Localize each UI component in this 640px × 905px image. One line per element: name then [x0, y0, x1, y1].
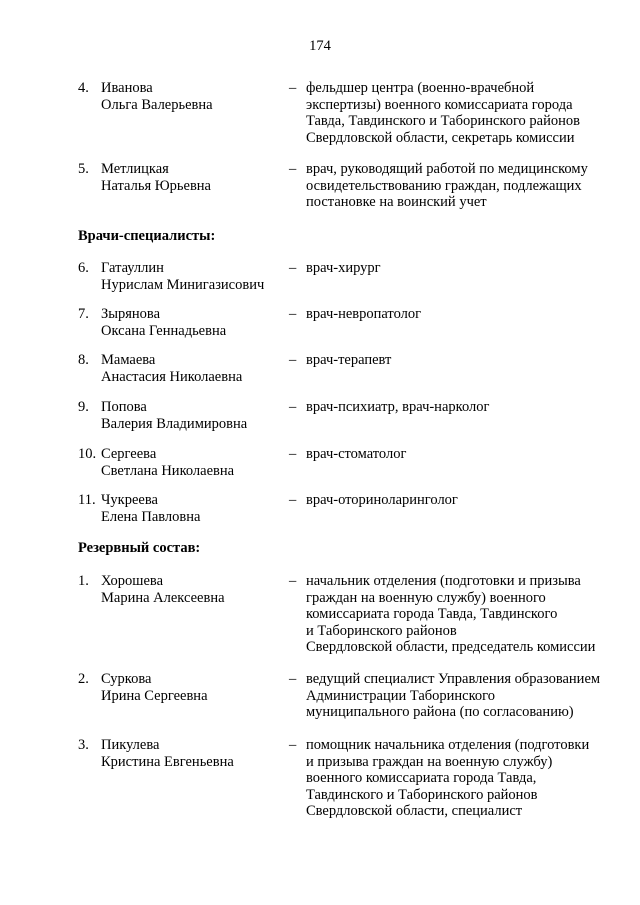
role-line: помощник начальника отделения (подготовки	[306, 737, 590, 753]
given-names: Елена Павловна	[101, 508, 201, 525]
role-line: врач-терапевт	[306, 352, 392, 368]
role-line: граждан на военную службу) военного	[306, 589, 546, 606]
role-line: военного комиссариата города Тавда,	[306, 770, 537, 786]
dash: –	[289, 399, 297, 415]
person-name	[101, 671, 281, 704]
item-number: 9.	[78, 399, 89, 415]
item-number: 7.	[78, 306, 89, 322]
surname: Попова	[101, 399, 147, 415]
surname: Метлицкая	[101, 161, 169, 177]
surname: Хорошева	[101, 573, 164, 589]
role-line: постановке на воинский учет	[306, 194, 487, 210]
item-number: 6.	[78, 260, 89, 276]
item-number: 5.	[78, 161, 89, 177]
position-description	[306, 260, 616, 277]
section-heading-specialists: Врачи-специалисты:	[78, 228, 216, 244]
dash: –	[289, 306, 297, 322]
dash: –	[289, 446, 297, 462]
position-description	[306, 161, 616, 211]
dash: –	[289, 161, 297, 177]
page-number: 174	[309, 38, 331, 54]
role-line: начальник отделения (подготовки и призыва	[306, 573, 581, 589]
role-line: Свердловской области, секретарь комиссии	[306, 129, 575, 146]
item-number: 3.	[78, 737, 89, 753]
person-name	[101, 399, 281, 432]
role-line: врач-невропатолог	[306, 306, 422, 322]
role-line: врач-психиатр, врач-нарколог	[306, 399, 490, 415]
given-names: Наталья Юрьевна	[101, 177, 211, 194]
person-name	[101, 352, 281, 385]
dash: –	[289, 352, 297, 368]
role-line: освидетельствованию граждан, подлежащих	[306, 177, 582, 194]
position-description	[306, 492, 616, 509]
dash: –	[289, 492, 297, 508]
role-line: экспертизы) военного комиссариата города	[306, 96, 573, 113]
item-number: 1.	[78, 573, 89, 589]
role-line: комиссариата города Тавда, Тавдинского	[306, 606, 558, 622]
dash: –	[289, 671, 297, 687]
item-number: 11.	[78, 492, 96, 508]
role-line: фельдшер центра (военно-врачебной	[306, 80, 535, 96]
role-line: Администрации Таборинского	[306, 687, 496, 704]
person-name	[101, 737, 281, 770]
given-names: Оксана Геннадьевна	[101, 322, 227, 339]
position-description	[306, 306, 616, 323]
dash: –	[289, 573, 297, 589]
person-name	[101, 446, 281, 479]
surname: Суркова	[101, 671, 152, 687]
person-name	[101, 492, 281, 525]
given-names: Валерия Владимировна	[101, 415, 248, 432]
surname: Иванова	[101, 80, 153, 96]
role-line: Свердловской области, специалист	[306, 803, 523, 819]
section-heading-reserve: Резервный состав:	[78, 540, 201, 556]
person-name	[101, 260, 281, 293]
given-names: Марина Алексеевна	[101, 589, 225, 606]
role-line: муниципального района (по согласованию)	[306, 704, 574, 720]
surname: Пикулева	[101, 737, 160, 753]
position-description	[306, 737, 616, 820]
item-number: 2.	[78, 671, 89, 687]
item-number: 4.	[78, 80, 89, 96]
given-names: Кристина Евгеньевна	[101, 753, 234, 770]
person-name	[101, 161, 281, 194]
role-line: Тавда, Тавдинского и Таборинского районов	[306, 113, 580, 129]
surname: Чукреева	[101, 492, 158, 508]
role-line: Тавдинского и Таборинского районов	[306, 786, 538, 803]
dash: –	[289, 260, 297, 276]
given-names: Нурислам Минигазисович	[101, 276, 265, 293]
dash: –	[289, 80, 297, 96]
position-description	[306, 446, 616, 463]
role-line: и призыва граждан на военную службу)	[306, 753, 553, 770]
surname: Гатауллин	[101, 260, 164, 276]
position-description	[306, 573, 616, 656]
given-names: Светлана Николаевна	[101, 462, 235, 479]
role-line: ведущий специалист Управления образованием	[306, 671, 601, 687]
given-names: Анастасия Николаевна	[101, 368, 243, 385]
dash: –	[289, 737, 297, 753]
role-line: врач-оториноларинголог	[306, 492, 458, 508]
surname: Зырянова	[101, 306, 161, 322]
position-description	[306, 352, 616, 369]
person-name	[101, 80, 281, 113]
person-name	[101, 306, 281, 339]
role-line: Свердловской области, председатель комиссии	[306, 639, 596, 655]
role-line: врач-стоматолог	[306, 446, 407, 462]
position-description	[306, 80, 616, 146]
position-description	[306, 399, 616, 416]
surname: Сергеева	[101, 446, 157, 462]
role-line: врач-хирург	[306, 260, 381, 276]
given-names: Ирина Сергеевна	[101, 687, 208, 704]
role-line: и Таборинского районов	[306, 622, 457, 639]
item-number: 10.	[78, 446, 97, 462]
given-names: Ольга Валерьевна	[101, 96, 213, 113]
position-description	[306, 671, 616, 721]
person-name	[101, 573, 281, 606]
item-number: 8.	[78, 352, 89, 368]
surname: Мамаева	[101, 352, 156, 368]
role-line: врач, руководящий работой по медицинскому	[306, 161, 588, 177]
